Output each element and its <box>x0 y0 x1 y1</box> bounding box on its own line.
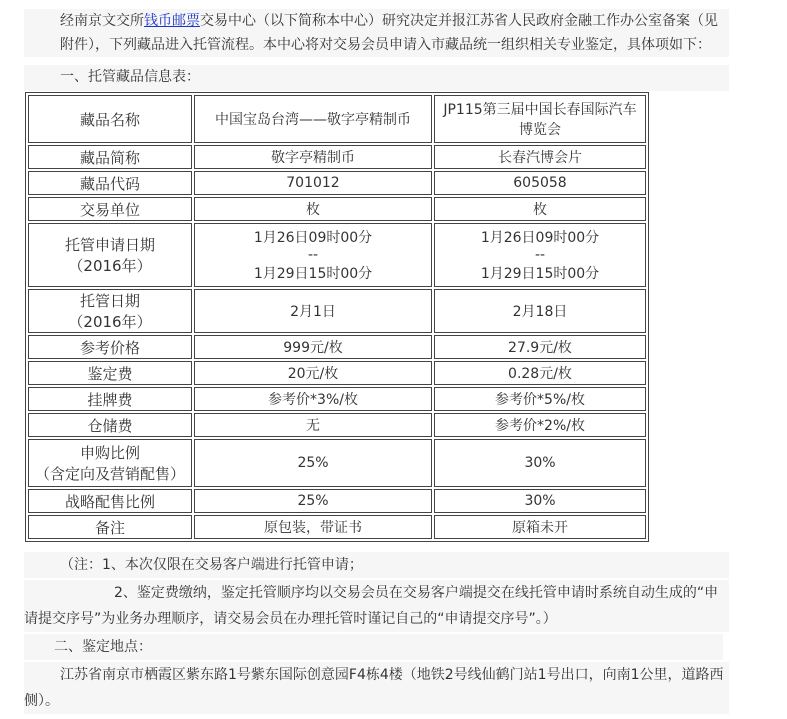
cell-coin <box>194 439 432 487</box>
cell-line: 枚 <box>533 202 547 218</box>
cell-coin <box>194 515 432 539</box>
cell-line: 25% <box>297 493 329 509</box>
cell-label <box>28 515 192 539</box>
cell-coin <box>194 145 432 169</box>
cell-line: 交易单位 <box>79 200 140 219</box>
cell-label <box>28 335 192 359</box>
cell-line: 30% <box>524 493 556 509</box>
cell-line: 战略配售比例 <box>64 492 155 511</box>
cell-coin <box>194 489 432 513</box>
cell-line: 原包装，带证书 <box>264 520 362 536</box>
cell-card <box>434 197 646 221</box>
section1-heading: 一、托管藏品信息表： <box>24 65 729 91</box>
cell-coin <box>194 223 432 287</box>
section2-heading: 二、鉴定地点： <box>24 634 723 660</box>
cell-label <box>28 489 192 513</box>
cell-coin <box>194 387 432 411</box>
cell-coin <box>194 171 432 195</box>
cell-line: 枚 <box>306 202 320 218</box>
cell-card <box>434 361 646 385</box>
address-text: 江苏省南京市栖霞区紫东路1号紫东国际创意园F4栋4楼（地铁2号线仙鹤门站1号出口，向南1公里，道路西侧）。 <box>24 667 724 709</box>
cell-label <box>28 197 192 221</box>
note-2-text: 2、鉴定费缴纳，鉴定托管顺序均以交易会员在交易客户端提交在线托管申请时系统自动生成的“申请提交序号”为业务办理顺序，请交易会员在办理托管时谨记自己的“申请提交序号”。） <box>24 585 719 627</box>
cell-line: -- <box>534 247 546 263</box>
cell-line: 敬字亭精制币 <box>271 150 355 166</box>
cell-label <box>28 171 192 195</box>
cell-line: 27.9元/枚 <box>508 340 572 356</box>
cell-line: JP115第三届中国长春国际汽车博览会 <box>443 102 637 138</box>
cell-line: 参考价*3%/枚 <box>268 392 358 408</box>
cell-line: 1月26日09时00分 <box>480 230 600 246</box>
cell-line: 藏品代码 <box>79 174 140 193</box>
table-row <box>28 289 646 333</box>
address-paragraph <box>24 662 729 714</box>
cell-coin <box>194 413 432 437</box>
cell-coin <box>194 335 432 359</box>
table-row <box>28 223 646 287</box>
table-row <box>28 515 646 539</box>
table-row <box>28 145 646 169</box>
cell-line: 申购比例 <box>79 444 140 462</box>
cell-label <box>28 387 192 411</box>
intro-prefix: 经南京文交所 <box>60 13 144 29</box>
cell-line: 参考价格 <box>79 338 140 357</box>
cell-line: -- <box>307 247 319 263</box>
cell-line: 备注 <box>94 518 125 537</box>
cell-line: 1月29日15时00分 <box>253 266 373 282</box>
table-row <box>28 95 646 143</box>
collection-info-table <box>25 92 649 542</box>
cell-line: 参考价*2%/枚 <box>495 418 585 434</box>
cell-card <box>434 439 646 487</box>
cell-line: 1月29日15时00分 <box>480 266 600 282</box>
cell-line: 0.28元/枚 <box>508 366 572 382</box>
intro-suffix: 交易中心（以下简称本中心）研究决定并报江苏省人民政府金融工作办公室备案（见附件），下列藏品进入托管流程。本中心将对交易会员申请入市藏品统一组织相关专业鉴定，具体项如下： <box>60 13 718 53</box>
table-row <box>28 335 646 359</box>
cell-coin <box>194 95 432 143</box>
note-2 <box>24 580 729 632</box>
cell-card <box>434 289 646 333</box>
cell-card <box>434 413 646 437</box>
cell-card <box>434 489 646 513</box>
table-row <box>28 197 646 221</box>
table-row <box>28 489 646 513</box>
cell-card <box>434 171 646 195</box>
cell-coin <box>194 197 432 221</box>
intro-link[interactable]: 钱币邮票 <box>144 13 200 29</box>
cell-card <box>434 335 646 359</box>
cell-line: 999元/枚 <box>283 340 343 356</box>
cell-line: 托管日期 <box>79 292 140 310</box>
cell-label <box>28 95 192 143</box>
cell-line: 30% <box>524 455 556 471</box>
cell-line: 无 <box>306 418 320 434</box>
cell-line: （含定向及营销配售） <box>34 465 185 483</box>
cell-line: 仓储费 <box>87 416 133 435</box>
cell-coin <box>194 361 432 385</box>
cell-line: 藏品名称 <box>79 110 140 129</box>
cell-line: 长春汽博会片 <box>498 150 582 166</box>
cell-line: 605058 <box>513 175 567 191</box>
cell-line: 参考价*5%/枚 <box>495 392 585 408</box>
cell-line: 原箱未开 <box>512 520 568 536</box>
cell-line: 1月26日09时00分 <box>253 230 373 246</box>
intro-paragraph <box>24 9 729 57</box>
cell-line: 托管申请日期 <box>64 236 155 254</box>
cell-label <box>28 145 192 169</box>
note-1: （注：1、本次仅限在交易客户端进行托管申请； <box>24 552 729 578</box>
table-row <box>28 361 646 385</box>
cell-line: 701012 <box>286 175 340 191</box>
table-row <box>28 413 646 437</box>
cell-line: 20元/枚 <box>287 366 339 382</box>
table-row <box>28 387 646 411</box>
cell-label <box>28 223 192 287</box>
cell-line: （2016年） <box>68 313 152 331</box>
cell-label <box>28 361 192 385</box>
cell-line: 25% <box>297 455 329 471</box>
table-row <box>28 171 646 195</box>
cell-card <box>434 145 646 169</box>
table-row <box>28 439 646 487</box>
cell-label <box>28 439 192 487</box>
cell-card <box>434 387 646 411</box>
cell-label <box>28 413 192 437</box>
cell-line: 鉴定费 <box>87 364 133 383</box>
cell-line: 挂牌费 <box>87 390 133 409</box>
cell-line: 藏品简称 <box>79 148 140 167</box>
cell-label <box>28 289 192 333</box>
cell-line: 2月18日 <box>512 304 568 320</box>
cell-line: （2016年） <box>68 257 152 275</box>
cell-card <box>434 515 646 539</box>
cell-coin <box>194 289 432 333</box>
cell-line: 2月1日 <box>290 304 336 320</box>
cell-card <box>434 95 646 143</box>
cell-line: 中国宝岛台湾——敬字亭精制币 <box>215 112 411 128</box>
cell-card <box>434 223 646 287</box>
